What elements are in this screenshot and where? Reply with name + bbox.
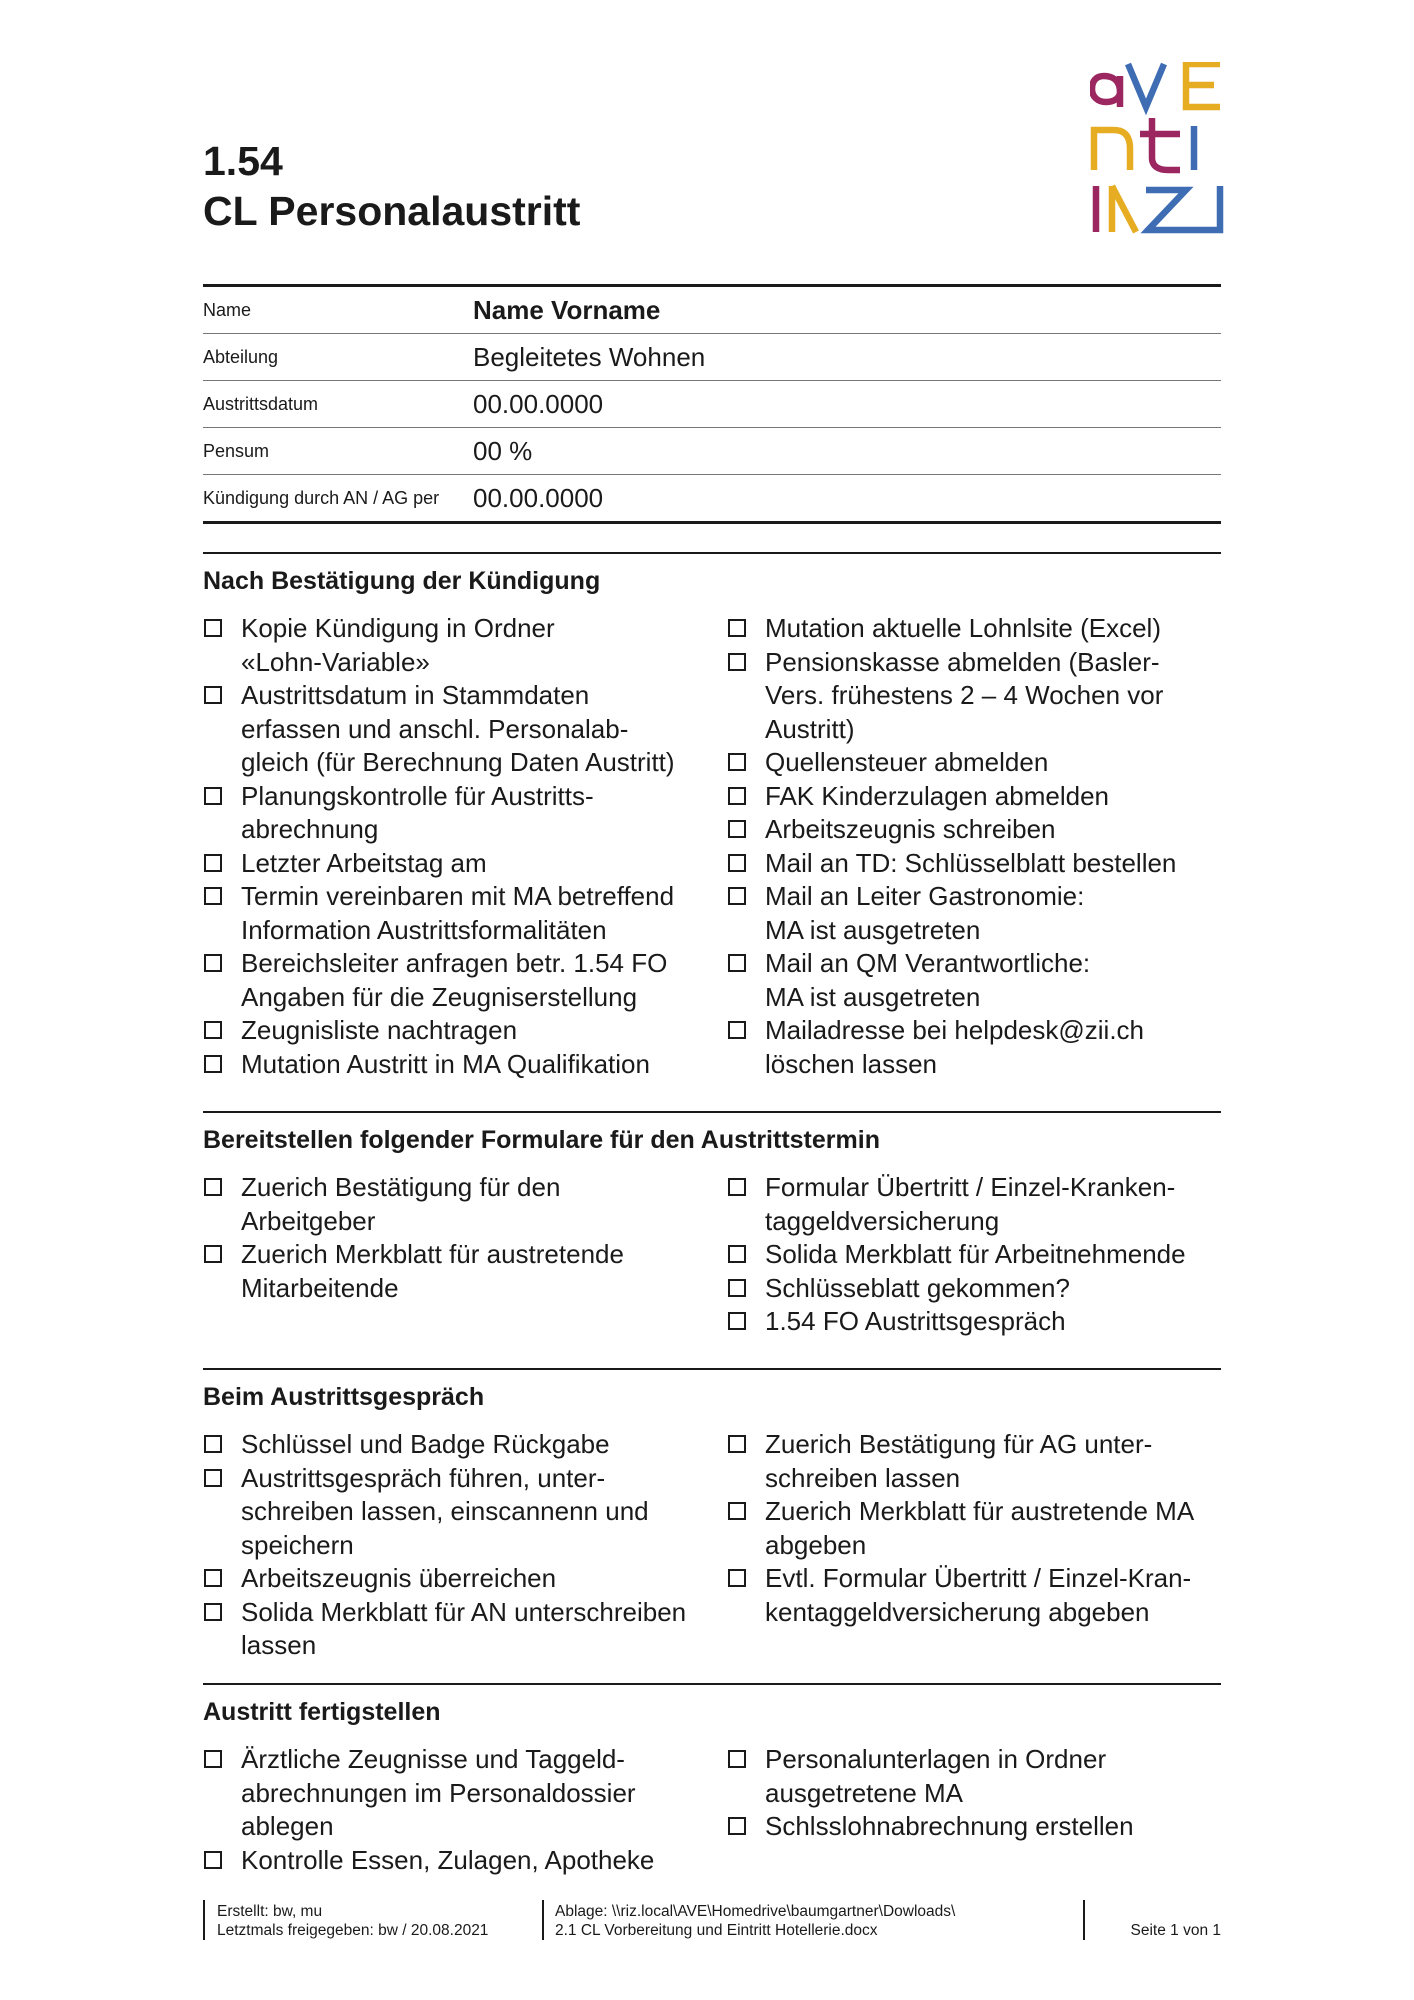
checklist-item-label: Zuerich Merkblatt für austretende Mitarbeitende bbox=[241, 1239, 624, 1303]
checklist-item-label: Solida Merkblatt für Arbeitnehmende bbox=[765, 1239, 1186, 1269]
checkbox[interactable] bbox=[204, 787, 222, 805]
checkbox[interactable] bbox=[728, 1817, 746, 1835]
checklist-item-label: Personalunterlagen in Ordner ausgetretene MA bbox=[765, 1744, 1107, 1808]
checklist-item bbox=[203, 1596, 727, 1663]
checklist-item-label: Kontrolle Essen, Zulagen, Apotheke bbox=[241, 1844, 655, 1875]
info-value[interactable]: Begleitetes Wohnen bbox=[473, 341, 706, 372]
checklist-item bbox=[727, 1014, 1221, 1081]
checkbox[interactable] bbox=[728, 1279, 746, 1297]
checklist-column-right bbox=[727, 1428, 1221, 1663]
checklist-item bbox=[727, 1238, 1221, 1272]
checkbox[interactable] bbox=[728, 619, 746, 637]
footer-divider bbox=[203, 1900, 205, 1940]
checklist-column-right bbox=[727, 1743, 1221, 1877]
checklist-column-right bbox=[727, 1171, 1221, 1339]
checkbox[interactable] bbox=[204, 1469, 222, 1487]
checklist-item-label: Mail an TD: Schlüsselblatt bestellen bbox=[765, 847, 1177, 878]
checkbox[interactable] bbox=[204, 1435, 222, 1453]
checklist-item-label: Planungskontrolle für Austritts- abrechnung bbox=[241, 780, 594, 844]
checklist-item bbox=[203, 1014, 727, 1048]
info-label: Abteilung bbox=[203, 346, 279, 367]
logo-row-3 bbox=[1096, 186, 1220, 232]
checklist-item bbox=[727, 847, 1221, 881]
checkbox[interactable] bbox=[728, 1569, 746, 1587]
checklist-item-label: Mutation aktuelle Lohnlsite (Excel) bbox=[765, 613, 1161, 643]
info-label: Pensum bbox=[203, 440, 270, 461]
checklist-item bbox=[727, 1743, 1221, 1810]
checklist-item bbox=[203, 1238, 727, 1305]
info-row bbox=[203, 381, 1221, 428]
checklist-item-label: Zeugnisliste nachtragen bbox=[241, 1015, 518, 1045]
footer-path: Ablage: \\riz.local\AVE\Homedrive\baumgartner\Dowloads\ 2.1 CL Vorbereitung und Eintritt Hotellerie.docx bbox=[555, 1903, 956, 1939]
checklist-item-label: 1.54 FO Austrittsgespräch bbox=[765, 1306, 1066, 1336]
checklist-item-label: Zuerich Merkblatt für austretende MA abgeben bbox=[765, 1496, 1195, 1560]
checklist-item bbox=[727, 1272, 1221, 1306]
footer-created: Erstellt: bw, mu Letztmals freigegeben: bw / 20.08.2021 bbox=[217, 1903, 489, 1939]
checklist-item bbox=[727, 1810, 1221, 1844]
checklist-item bbox=[727, 746, 1221, 780]
page-footer bbox=[203, 1900, 1221, 1944]
checkbox[interactable] bbox=[204, 887, 222, 905]
checkbox[interactable] bbox=[728, 954, 746, 972]
checkbox[interactable] bbox=[204, 1055, 222, 1073]
checklist-item bbox=[727, 646, 1221, 747]
checklist-item-label: Quellensteuer abmelden bbox=[765, 747, 1049, 777]
info-row bbox=[203, 428, 1221, 475]
checklist-item bbox=[203, 1562, 727, 1596]
checkbox[interactable] bbox=[728, 787, 746, 805]
checklist-item bbox=[727, 813, 1221, 847]
checklist-item-label: Termin vereinbaren mit MA betreffend Information Austrittsformalitäten bbox=[241, 881, 675, 945]
checklist-item-label: Mail an QM Verantwortliche: MA ist ausgetreten bbox=[765, 948, 1091, 1012]
checklist-column-right bbox=[727, 612, 1221, 1081]
checkbox[interactable] bbox=[204, 954, 222, 972]
info-label: Kündigung durch AN / AG per bbox=[203, 487, 440, 508]
checkbox[interactable] bbox=[728, 653, 746, 671]
checklist-item-label: Bereichsleiter anfragen betr. 1.54 FO Angaben für die Zeugniserstellung bbox=[241, 948, 668, 1012]
checkbox[interactable] bbox=[204, 1569, 222, 1587]
checklist-item-label: Mutation Austritt in MA Qualifikation bbox=[241, 1048, 650, 1079]
aventiz-logo bbox=[1090, 62, 1224, 234]
checkbox[interactable] bbox=[204, 1750, 222, 1768]
checkbox[interactable] bbox=[728, 1178, 746, 1196]
document-number: 1.54 bbox=[203, 138, 283, 184]
info-label: Austrittsdatum bbox=[203, 393, 319, 414]
checkbox[interactable] bbox=[728, 1750, 746, 1768]
checklist-column-left bbox=[203, 1743, 727, 1877]
checklist-item-label: Kopie Kündigung in Ordner «Lohn-Variable» bbox=[241, 613, 555, 677]
checklist-item-label: Formular Übertritt / Einzel-Kranken- taggeldversicherung bbox=[765, 1172, 1176, 1236]
checkbox[interactable] bbox=[204, 1603, 222, 1621]
checklist-item-label: Letzter Arbeitstag am bbox=[241, 847, 487, 878]
checklist-item-label: Mail an Leiter Gastronomie: MA ist ausgetreten bbox=[765, 881, 1085, 945]
section-heading: Beim Austrittsgespräch bbox=[203, 1383, 485, 1411]
checklist-item-label: Austrittsgespräch führen, unter- schreiben lassen, einscannenn und speichern bbox=[241, 1462, 649, 1560]
checklist-column-left bbox=[203, 1428, 727, 1663]
info-row bbox=[203, 334, 1221, 381]
checklist-section bbox=[203, 1111, 1221, 1339]
info-row bbox=[203, 287, 1221, 334]
checklist-item-label: Solida Merkblatt für AN unterschreiben lassen bbox=[241, 1596, 687, 1660]
info-label: Name bbox=[203, 299, 252, 320]
checklist-item bbox=[203, 880, 727, 947]
checkbox[interactable] bbox=[728, 1312, 746, 1330]
checkbox[interactable] bbox=[204, 1851, 222, 1869]
checklist-item-label: Evtl. Formular Übertritt / Einzel-Kran- kentaggeldversicherung abgeben bbox=[765, 1563, 1192, 1627]
checklist-item bbox=[203, 780, 727, 847]
employee-info-table bbox=[203, 284, 1221, 524]
checklist-item-label: Austrittsdatum in Stammdaten erfassen und anschl. Personalab- gleich (für Berechnung Daten Austritt) bbox=[241, 680, 675, 777]
section-heading: Austritt fertigstellen bbox=[203, 1698, 441, 1726]
checklist-item bbox=[203, 1171, 727, 1238]
checkbox[interactable] bbox=[728, 887, 746, 905]
footer-page-number: Seite 1 von 1 bbox=[1130, 1922, 1221, 1939]
checklist-item bbox=[727, 880, 1221, 947]
checklist-item bbox=[727, 612, 1221, 646]
checkbox[interactable] bbox=[204, 619, 222, 637]
checklist-item bbox=[727, 947, 1221, 1014]
footer-divider bbox=[542, 1900, 544, 1940]
checkbox[interactable] bbox=[728, 1021, 746, 1039]
checkbox[interactable] bbox=[204, 854, 222, 872]
info-row bbox=[203, 475, 1221, 521]
document-name: CL Personalaustritt bbox=[203, 188, 581, 234]
checklist-item-label: Schlsslohnabrechnung erstellen bbox=[765, 1811, 1134, 1841]
checkbox[interactable] bbox=[728, 1502, 746, 1520]
checklist-item bbox=[203, 847, 727, 881]
checklist-item bbox=[203, 1428, 727, 1462]
checkbox[interactable] bbox=[728, 854, 746, 872]
checklist-section bbox=[203, 552, 1221, 1081]
checklist-item-label: Mailadresse bei helpdesk@zii.ch löschen lassen bbox=[765, 1015, 1145, 1079]
checklist-column-left bbox=[203, 612, 727, 1081]
checkbox[interactable] bbox=[728, 1435, 746, 1453]
checklist-item bbox=[203, 1743, 727, 1844]
checklist-item-label: FAK Kinderzulagen abmelden bbox=[765, 780, 1110, 811]
checklist-item-label: Zuerich Bestätigung für den Arbeitgeber bbox=[241, 1172, 561, 1236]
checkbox[interactable] bbox=[204, 1178, 222, 1196]
checklist-item-label: Ärztliche Zeugnisse und Taggeld- abrechnungen im Personaldossier ablegen bbox=[241, 1744, 636, 1841]
checklist-item-label: Zuerich Bestätigung für AG unter- schreiben lassen bbox=[765, 1429, 1153, 1493]
info-value[interactable]: 00 % bbox=[473, 435, 533, 466]
document-title bbox=[203, 136, 580, 236]
checklist-item-label: Schlüsseblatt gekommen? bbox=[765, 1272, 1070, 1303]
checklist-item-label: Pensionskasse abmelden (Basler- Vers. frühestens 2 – 4 Wochen vor Austritt) bbox=[765, 646, 1164, 744]
section-heading: Bereitstellen folgender Formulare für den Austrittstermin bbox=[203, 1126, 880, 1154]
checklist-item-label: Schlüssel und Badge Rückgabe bbox=[241, 1429, 610, 1459]
checkbox[interactable] bbox=[204, 1245, 222, 1263]
checklist-item bbox=[203, 1048, 727, 1082]
checkbox[interactable] bbox=[728, 1245, 746, 1263]
checkbox[interactable] bbox=[728, 753, 746, 771]
checklist-item bbox=[727, 1171, 1221, 1238]
checkbox[interactable] bbox=[204, 686, 222, 704]
checklist-item bbox=[727, 1562, 1221, 1629]
checklist-item bbox=[727, 1305, 1221, 1339]
info-value[interactable]: 00.00.0000 bbox=[473, 482, 604, 513]
checklist-item bbox=[727, 1428, 1221, 1495]
checklist-item bbox=[203, 612, 727, 679]
logo-row-1 bbox=[1092, 64, 1220, 107]
checklist-item bbox=[203, 947, 727, 1014]
checkbox[interactable] bbox=[204, 1021, 222, 1039]
info-value[interactable]: Name Vorname bbox=[473, 294, 661, 325]
checklist-item bbox=[727, 1495, 1221, 1562]
logo-row-2 bbox=[1094, 118, 1194, 170]
checklist-item bbox=[203, 1462, 727, 1563]
checkbox[interactable] bbox=[728, 820, 746, 838]
section-heading: Nach Bestätigung der Kündigung bbox=[203, 567, 601, 595]
checklist-item-label: Arbeitszeugnis schreiben bbox=[765, 814, 1056, 844]
checklist-item-label: Arbeitszeugnis überreichen bbox=[241, 1563, 557, 1593]
checklist-item bbox=[203, 679, 727, 780]
checklist-column-left bbox=[203, 1171, 727, 1339]
checklist-section bbox=[203, 1683, 1221, 1877]
footer-divider bbox=[1083, 1900, 1085, 1940]
checklist-item bbox=[727, 780, 1221, 814]
checklist-item bbox=[203, 1844, 727, 1878]
checklist-section bbox=[203, 1368, 1221, 1663]
info-value[interactable]: 00.00.0000 bbox=[473, 388, 604, 419]
